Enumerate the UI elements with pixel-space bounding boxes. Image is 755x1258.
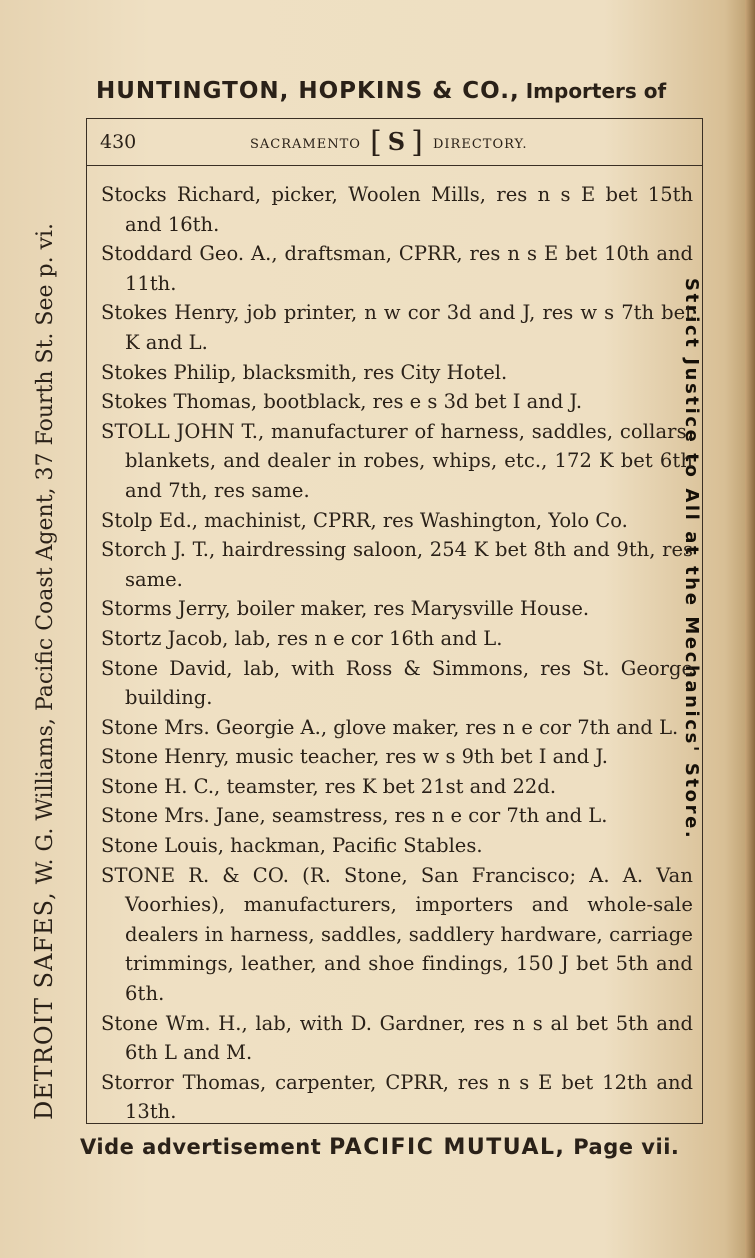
directory-entry: Storch J. T., hairdressing saloon, 254 K bet 8th and 9th, res same. bbox=[101, 538, 693, 591]
bottom-banner-company: PACIFIC MUTUAL, bbox=[329, 1135, 566, 1160]
top-advertisement-banner bbox=[96, 78, 706, 104]
directory-entry: Storror Thomas, carpenter, CPRR, res n s E bet 12th and 13th. bbox=[101, 1070, 693, 1124]
running-head-section bbox=[370, 125, 424, 160]
directory-entry: Stone H. C., teamster, res K bet 21st and 22d. bbox=[101, 774, 557, 798]
left-banner-text: W. G. Williams, Pacific Coast Agent, 37 Fourth St. See p. vi. bbox=[33, 222, 58, 892]
directory-entry: Stone Mrs. Georgie A., glove maker, res n e cor 7th and L. bbox=[101, 715, 679, 739]
running-head-city: SACRAMENTO bbox=[250, 137, 361, 152]
directory-entry: STONE R. & CO. (R. Stone, San Francisco; A. A. Van Voorhies), manufacturers, importers and whole-sale dealers in harness, saddles, saddlery hardware, carriage trimmings, leather, and shoe findings, 150 J bet 5th and 6th. bbox=[101, 863, 693, 1006]
directory-entry: Stocks Richard, picker, Woolen Mills, res n s E bet 15th and 16th. bbox=[101, 183, 693, 236]
bottom-banner-post: Page vii. bbox=[565, 1135, 680, 1159]
section-letter: S bbox=[387, 127, 407, 156]
right-advertisement-banner: Strict Justice to All at the Mechanics' Store. bbox=[681, 278, 702, 841]
directory-entry: Stokes Philip, blacksmith, res City Hotel. bbox=[101, 360, 508, 384]
directory-entry: Stokes Henry, job printer, n w cor 3d and J, res w s 7th bet K and L. bbox=[101, 301, 693, 354]
page-number: 430 bbox=[100, 131, 137, 153]
running-head-title: DIRECTORY. bbox=[432, 137, 528, 152]
running-head bbox=[250, 125, 528, 160]
page-header bbox=[100, 125, 690, 161]
directory-entry: Stone Mrs. Jane, seamstress, res n e cor 7th and L. bbox=[101, 804, 608, 828]
bottom-advertisement-banner bbox=[80, 1135, 720, 1160]
left-advertisement-banner bbox=[30, 223, 58, 1120]
directory-entry: Stokes Thomas, bootblack, res e s 3d bet I and J. bbox=[101, 390, 583, 414]
header-rule bbox=[86, 165, 703, 166]
open-bracket: [ bbox=[370, 125, 383, 160]
close-bracket: ] bbox=[411, 125, 424, 160]
page-edge bbox=[745, 0, 755, 1258]
directory-entry: Stortz Jacob, lab, res n e cor 16th and L. bbox=[101, 626, 503, 650]
directory-entries bbox=[101, 180, 693, 1127]
top-banner-company: HUNTINGTON, HOPKINS & CO., bbox=[96, 78, 520, 104]
directory-entry: Stone Wm. H., lab, with D. Gardner, res n s al bet 5th and 6th L and M. bbox=[101, 1011, 693, 1065]
directory-entry: Storms Jerry, boiler maker, res Marysville House. bbox=[101, 597, 590, 621]
directory-entry: Stoddard Geo. A., draftsman, CPRR, res n s E bet 10th and 11th. bbox=[101, 242, 693, 295]
top-banner-tail: Importers of bbox=[525, 79, 667, 103]
directory-entry: Stone David, lab, with Ross & Simmons, res St. George building. bbox=[101, 656, 693, 710]
bottom-banner-pre: Vide advertisement bbox=[80, 1135, 330, 1159]
directory-entry: Stolp Ed., machinist, CPRR, res Washington, Yolo Co. bbox=[101, 508, 628, 532]
directory-entry: STOLL JOHN T., manufacturer of harness, saddles, collars, blankets, and dealer in robes, whips, etc., 172 K bet 6th and 7th, res same. bbox=[101, 419, 693, 502]
directory-entry: Stone Louis, hackman, Pacific Stables. bbox=[101, 834, 483, 858]
directory-entry: Stone Henry, music teacher, res w s 9th bet I and J. bbox=[101, 745, 608, 769]
left-banner-caps: DETROIT SAFES, bbox=[30, 891, 58, 1120]
